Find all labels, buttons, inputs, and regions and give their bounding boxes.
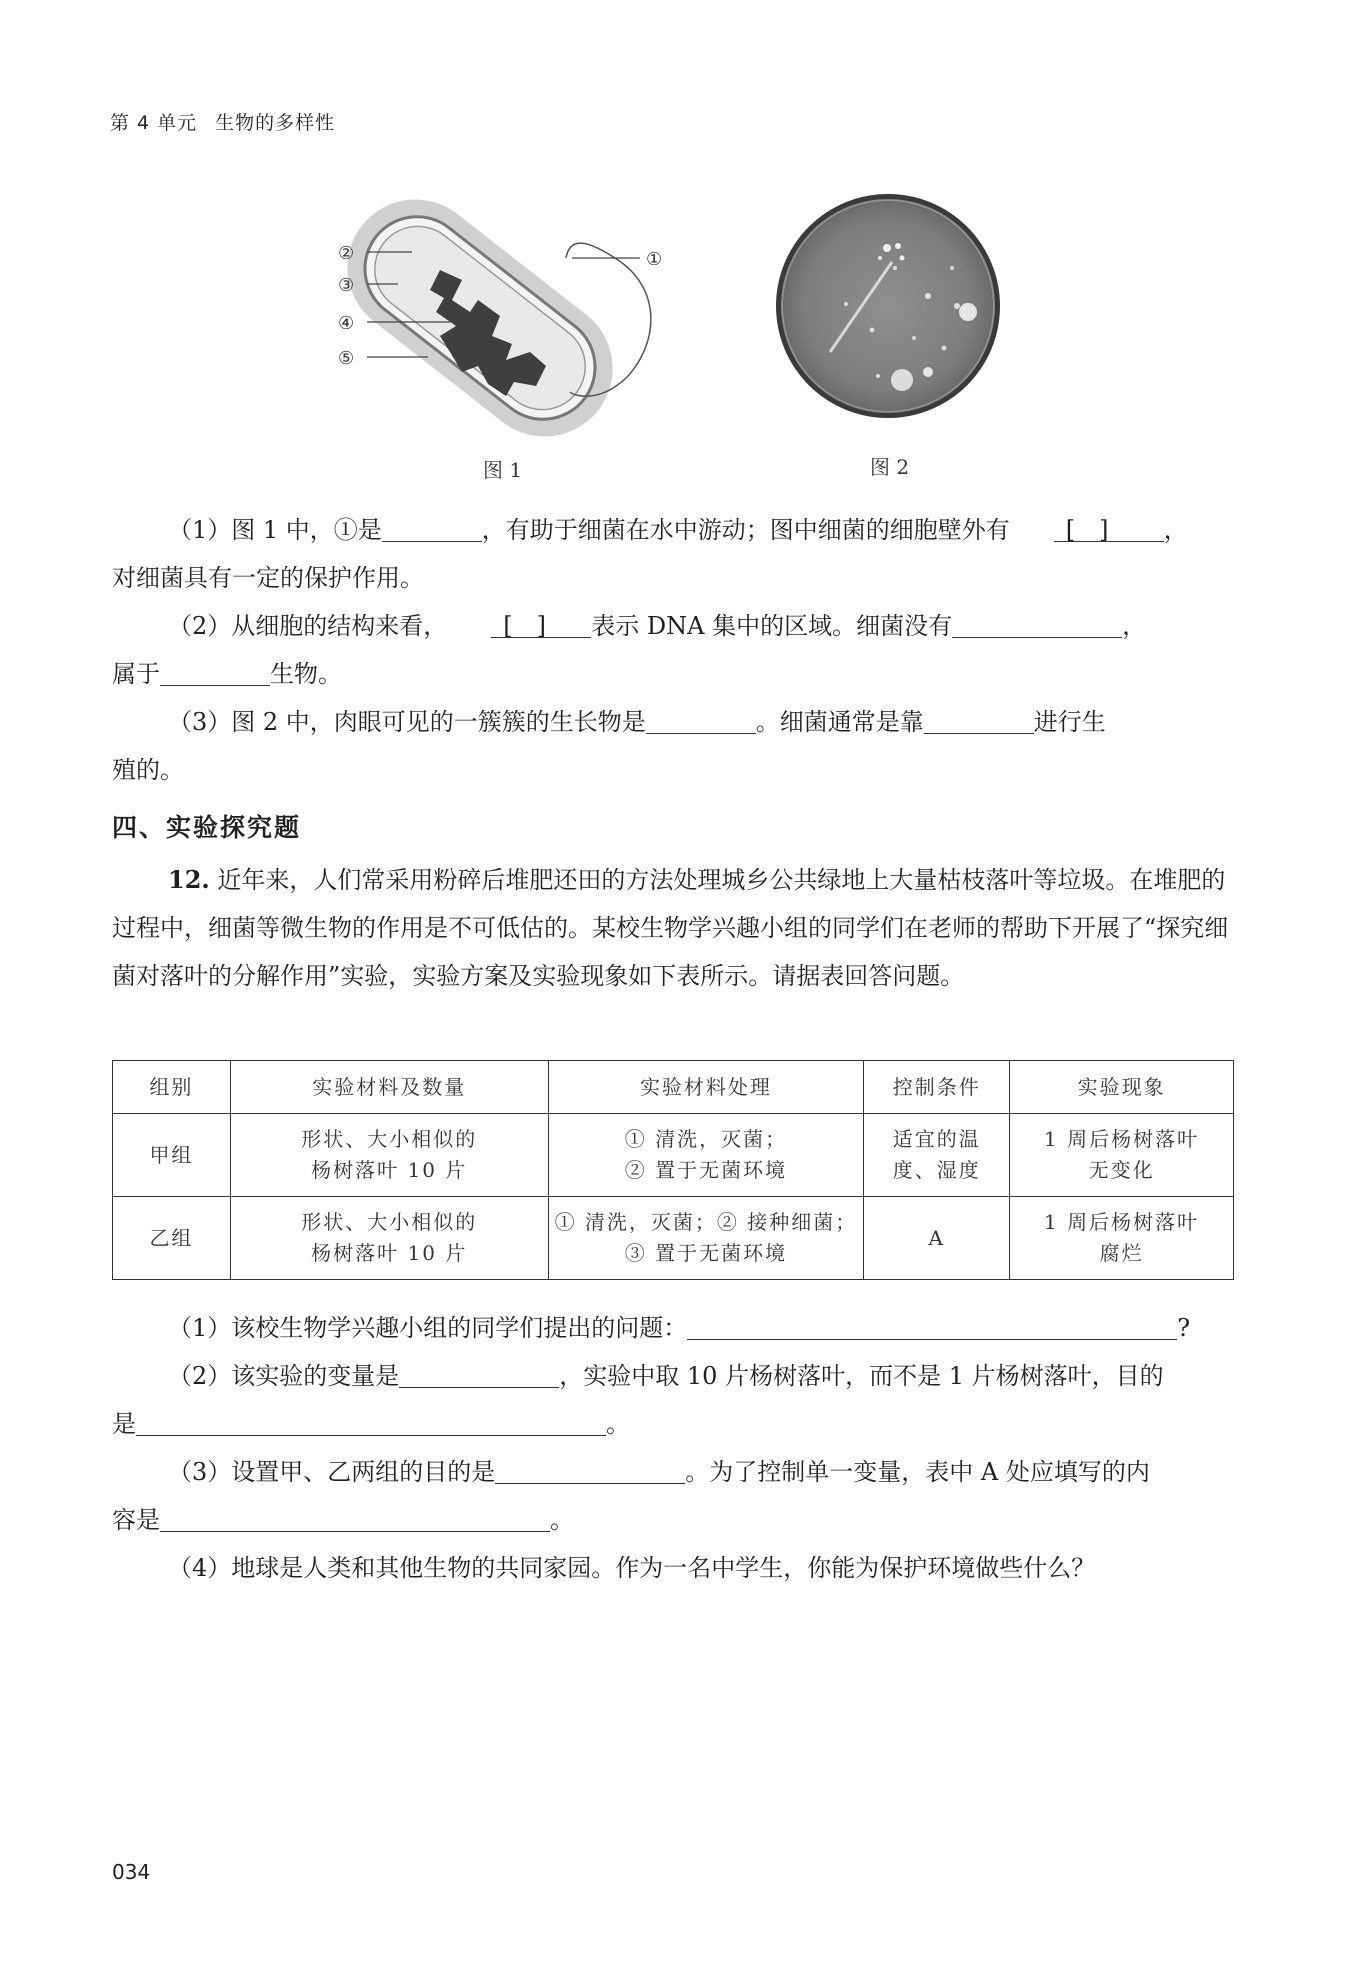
- question-number: 12.: [168, 865, 210, 894]
- header-cell: 实验材料及数量: [230, 1061, 548, 1114]
- q11-part-3-cont: 殖的。: [112, 756, 184, 784]
- q11-parts: [112, 506, 1234, 794]
- cell-condition: A: [864, 1197, 1010, 1280]
- header-cell: 组别: [113, 1061, 231, 1114]
- q12-sub-3-cont: 容是 。: [112, 1496, 1234, 1544]
- q12-sub-1: （1）该校生物学兴趣小组的同学们提出的问题： ?: [112, 1304, 1234, 1352]
- label-5: ⑤: [338, 348, 355, 369]
- blank[interactable]: [687, 1309, 1177, 1340]
- unit-title: 生物的多样性: [215, 112, 336, 134]
- blank[interactable]: [1054, 511, 1164, 542]
- figure-1-caption: 图 1: [483, 458, 523, 482]
- blank[interactable]: [399, 1357, 559, 1388]
- q12-text: 近年来，人们常采用粉碎后堆肥还田的方法处理城乡公共绿地上大量枯枝落叶等垃圾。在堆肥的过程中，细菌等微生物的作用是不可低估的。某校生物学兴趣小组的同学们在老师的帮助下开展了“探究细菌对落叶的分解作用”实验，实验方案及实验现象如下表所示。请据表回答问题。: [112, 866, 1229, 990]
- label-4: ④: [338, 313, 355, 334]
- blank[interactable]: [160, 655, 270, 686]
- cell-condition: 适宜的温 度、湿度: [864, 1114, 1010, 1197]
- header-cell: 控制条件: [864, 1061, 1010, 1114]
- table-row: [113, 1197, 1234, 1280]
- unit-label: 第 4 单元: [110, 112, 198, 134]
- cell-result: 1 周后杨树落叶 腐烂: [1010, 1197, 1234, 1280]
- q12-sub-3: （3）设置甲、乙两组的目的是 。为了控制单一变量，表中 A 处应填写的内: [112, 1448, 1234, 1496]
- label-2: ②: [338, 243, 355, 264]
- label-3: ③: [338, 275, 355, 296]
- petri-dish-photo: [776, 194, 1000, 418]
- q11-part-2: （2）从细胞的结构来看， [ ] 表示 DNA 集中的区域。细菌没有 ，: [112, 602, 1234, 650]
- table-header-row: [113, 1061, 1234, 1114]
- blank[interactable]: [160, 1501, 550, 1532]
- experiment-table: [112, 1060, 1234, 1280]
- table-row: [113, 1114, 1234, 1197]
- blank[interactable]: [646, 703, 756, 734]
- q11-part-3: （3）图 2 中，肉眼可见的一簇簇的生长物是 。细菌通常是靠 进行生: [112, 698, 1234, 746]
- q11-part-2-cont: 属于 生物。: [112, 650, 1234, 698]
- bacterium-illustration: [320, 172, 662, 464]
- q11-part-1: （1）图 1 中，①是 ，有助于细菌在水中游动；图中细菌的细胞壁外有 [ ] ，: [112, 506, 1234, 554]
- figure-2-caption: 图 2: [870, 455, 910, 479]
- q12-sub-4: （4）地球是人类和其他生物的共同家园。作为一名中学生，你能为保护环境做些什么？: [168, 1554, 1096, 1582]
- cell-group: 乙组: [113, 1197, 231, 1280]
- section-title: 四、实验探究题: [112, 813, 302, 842]
- blank[interactable]: [495, 1453, 685, 1484]
- q12-intro: [112, 856, 1234, 1000]
- label-1: ①: [646, 249, 663, 270]
- blank[interactable]: [952, 607, 1122, 638]
- cell-treatment: ① 清洗，灭菌； ② 置于无菌环境: [548, 1114, 864, 1197]
- cell-material: 形状、大小相似的 杨树落叶 10 片: [230, 1114, 548, 1197]
- q12-subquestions: [112, 1304, 1234, 1592]
- blank[interactable]: [382, 511, 482, 542]
- blank[interactable]: [491, 607, 591, 638]
- cell-material: 形状、大小相似的 杨树落叶 10 片: [230, 1197, 548, 1280]
- q11-part-1-cont: 对细菌具有一定的保护作用。: [112, 564, 424, 592]
- cell-treatment: ① 清洗，灭菌；② 接种细菌； ③ 置于无菌环境: [548, 1197, 864, 1280]
- blank[interactable]: [136, 1405, 606, 1436]
- q12-sub-2: （2）该实验的变量是 ，实验中取 10 片杨树落叶，而不是 1 片杨树落叶，目的: [112, 1352, 1234, 1400]
- page-number: 034: [112, 1860, 151, 1884]
- header-cell: 实验现象: [1010, 1061, 1234, 1114]
- q12-sub-2-cont: 是 。: [112, 1400, 1234, 1448]
- bracket-blank[interactable]: [ ]: [1065, 516, 1109, 544]
- figure-svg: [0, 0, 1350, 500]
- bracket-blank[interactable]: [ ]: [503, 612, 547, 640]
- blank[interactable]: [924, 703, 1034, 734]
- figures: [0, 0, 1350, 500]
- cell-group: 甲组: [113, 1114, 231, 1197]
- header-cell: 实验材料处理: [548, 1061, 864, 1114]
- cell-result: 1 周后杨树落叶 无变化: [1010, 1114, 1234, 1197]
